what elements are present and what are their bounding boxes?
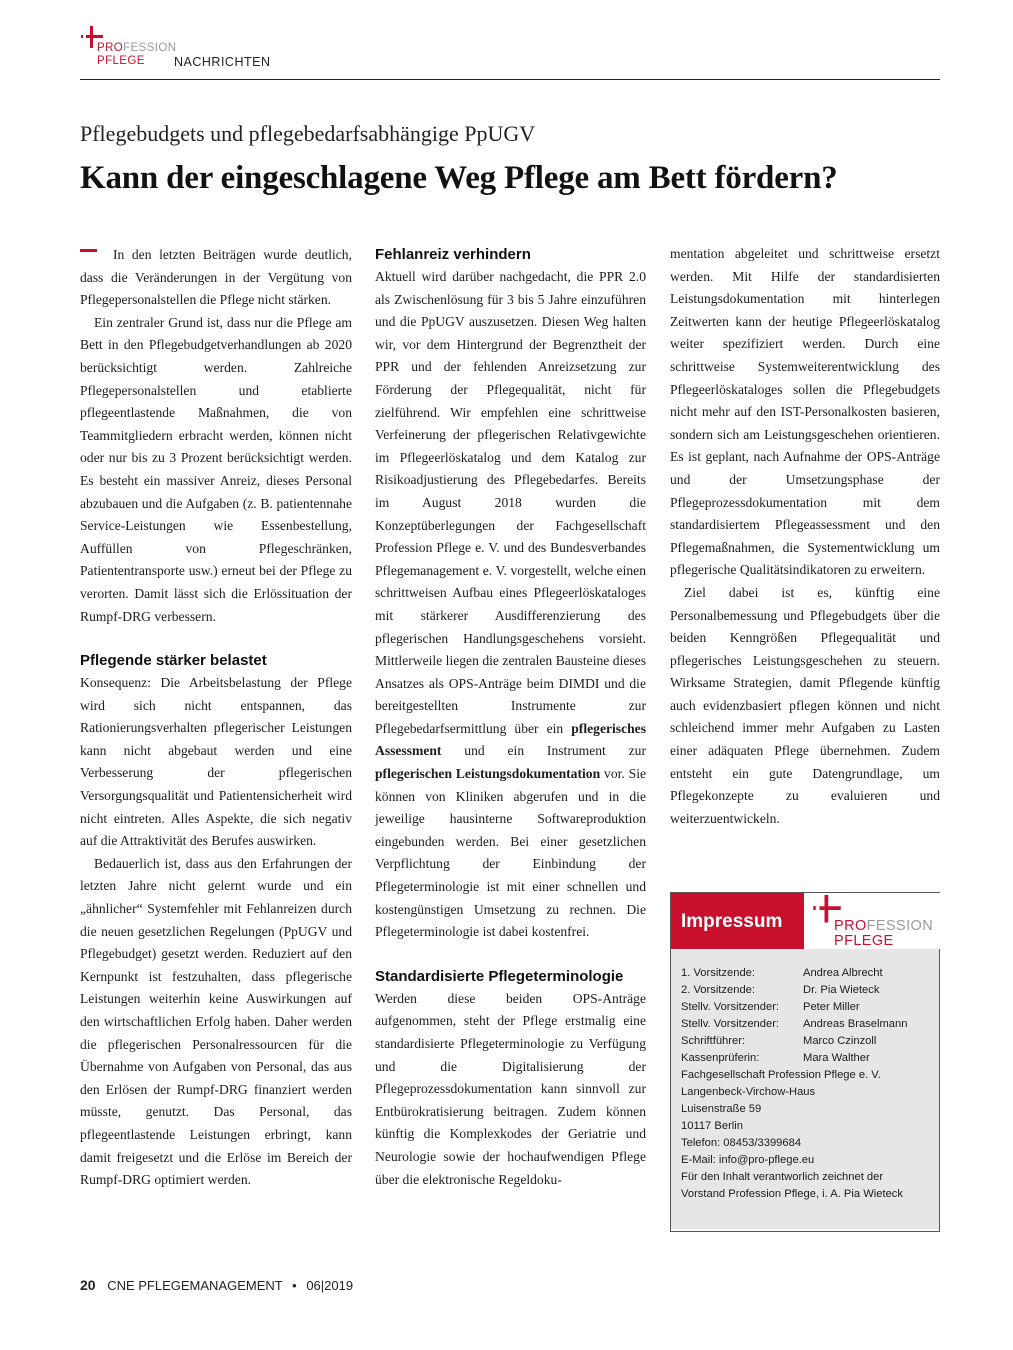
article-column-2	[375, 244, 646, 1191]
impressum-title-band	[671, 893, 804, 949]
impressum-person: Andrea Albrecht	[803, 967, 883, 979]
logo-pflege: PFLEGE	[834, 933, 894, 949]
paragraph	[375, 266, 646, 944]
impressum-row	[681, 965, 907, 982]
paragraph: Werden diese beiden OPS-Anträge aufgenommen, steht der Pflege erstmalig eine standardisierte Pflegeterminologie zu Verfügung und die Digitalisierung der Pflegeprozessdokumentation kann sinnvoll zur Entbürokratisierung beitragen. Zudem können künftig die Komplexkodes der Geriatrie und Neurologie sowie der hochaufwendigen Pflege über die elektronische Regeldoku-	[375, 990, 646, 1187]
logo-pflege: PFLEGE	[97, 55, 145, 67]
impressum-person: Mara Walther	[803, 1052, 870, 1064]
impressum-logo-wordmark	[834, 919, 933, 949]
paragraph: Bedauerlich ist, dass aus den Erfahrungen der letzten Jahre nicht gelernt wurde und ein „ähnlicher“ Systemfehler mit Fehlanreizen durch die neuen gesetzlichen Regelungen (PpUGV und Pflegebudget) gesetzt werden. Reduziert auf den Kernpunkt ist festzuhalten, dass pflegerische Leistungen weiterhin keine Auswirkungen auf den wirtschaftlichen Erfolg haben. Daher werden die pflegerischen Personalressourcen für die Übernahme von Aufgaben von Personal, das aus den Erlösen der Rumpf-DRG finanziert werden müsste, genutzt. Das Personal, das pflegeentlastende Leistungen erbringt, kann damit freigesetzt und die Erlöse im Bereich der Rumpf-DRG optimiert werden.	[80, 855, 352, 1188]
section-label: NACHRICHTEN	[174, 55, 271, 69]
impressum-row	[681, 1016, 907, 1033]
impressum-header	[671, 893, 941, 949]
impressum-note: Für den Inhalt verantworlich zeichnet der	[681, 1171, 884, 1183]
logo-pro: PRO	[97, 42, 124, 54]
impressum-row	[681, 1033, 907, 1050]
paragraph-text: und ein Instrument zur	[464, 743, 646, 759]
logo-wordmark	[97, 42, 176, 68]
subheading: Standardisierte Pflegeterminologie	[375, 967, 624, 985]
paragraph-text: In den letzten Beiträgen wurde deutlich, dass die Veränderungen in der Vergütung von Pflegepersonalstellen die Pflege nicht stärken.	[80, 247, 352, 308]
footer-separator: •	[292, 1278, 297, 1293]
impressum-title: Impressum	[681, 911, 783, 932]
issue-number: 06|2019	[306, 1278, 354, 1293]
impressum-role: 1. Vorsitzende:	[681, 967, 756, 979]
page-number: 20	[80, 1277, 96, 1293]
subheading: Pflegende stärker belastet	[80, 652, 267, 670]
header-logo	[80, 26, 177, 70]
impressum-person: Dr. Pia Wieteck	[803, 984, 880, 996]
article-kicker: Pflegebudgets und pflegebedarfsabhängige PpUGV	[80, 121, 536, 146]
subheading: Fehlanreiz verhindern	[375, 246, 531, 263]
article-column-1	[80, 244, 352, 1192]
logo-fession: FESSION	[123, 42, 177, 54]
paragraph: Ziel dabei ist es, künftig eine Personalbemessung und Pflegebudgets über die beiden Kenngrößen Pflegequalität und pflegerisches Leistungsgeschehen zu steuern. Wirksame Strategien, damit Pflegende künftig auch evidenzbasiert pflegen können und nicht schleichend immer mehr Aufgaben zu Lasten einer adäquaten Pflege übernehmen. Zudem entsteht ein gute Datengrundlage, um Pflegekonzepte zu evaluieren und weiterzuentwickeln.	[670, 584, 940, 826]
impressum-role: Kassenprüferin:	[681, 1052, 760, 1064]
impressum-street: Luisenstraße 59	[681, 1103, 762, 1115]
header-rule	[80, 79, 940, 80]
paragraph: mentation abgeleitet und schrittweise ersetzt werden. Mit Hilfe der standardisierten Leistungsdokumentation mit hinterlegen Zeitwerten kann der heutige Pflegeerlöskatalog weiter spezifiziert werden. Durch eine schrittweise Systemweiterentwicklung des Pflegeerlöskataloges sollen die Pflegebudgets nicht mehr auf den IST-Personalkosten basieren, sondern sich am Leistungsgeschehen orientieren. Es ist geplant, nach Aufnahme der OPS-Anträge und der Umsetzungsphase der Pflegeprozessdokumentation mit dem standardisiertem Pflegeassessment und den Pflegemaßnahmen, die Systementwicklung um pflegerische Qualitätsindikatoren zu erweitern.	[670, 246, 940, 578]
impressum-box	[670, 892, 940, 1232]
paragraph: Ein zentraler Grund ist, dass nur die Pflege am Bett in den Pflegebudgetverhandlungen ab 2020 berücksichtigt werden. Zahlreiche Pflegepersonalstellen und etablierte pflegeentlastende Maßnahmen, die von Teammitgliedern erbracht werden, können nicht oder nur bis zu 3 Prozent berücksichtigt werden. Es besteht ein massiver Anreiz, dieses Personal abzubauen und die Aufgaben (z. B. patientennahe Service-Leistungen wie Essenbestellung, Auffüllen von Pflegeschränken, Patiententransporte usw.) erneut bei der Pflege zu verorten. Damit lässt sich die Erlössituation der Rumpf-DRG verbessern.	[80, 314, 352, 624]
paragraph-text: vor. Sie können von Kliniken abgerufen und in die jeweilige hausinterne Softwareproduktion eingebunden werden. Bei einer gesetzlichen Verpflichtung der Einbindung der Pflegeterminologie ist mit einer schnellen und kostengünstigen Umsetzung zu rechnen. Die Pflegeterminologie ist dabei kostenfrei.	[375, 766, 647, 940]
impressum-org: Fachgesellschaft Profession Pflege e. V.	[681, 1069, 881, 1081]
impressum-email: E-Mail: info@pro-pflege.eu	[681, 1154, 815, 1166]
impressum-person: Peter Miller	[803, 1001, 860, 1013]
impressum-role: Stellv. Vorsitzender:	[681, 1001, 780, 1013]
paragraph: Konsequenz: Die Arbeitsbelastung der Pflege wird sich nicht entspannen, das Rationierungsverhalten pflegerischer Leistungen kann nicht abgebaut werden und eine Verbesserung der pflegerischen Versorgungsqualität und Patientensicherheit wird nicht eintreten. Alles Aspekte, die sich negativ auf die Attraktivität des Berufes auswirken.	[80, 675, 352, 849]
article-column-3	[670, 243, 940, 830]
article-headline: Kann der eingeschlagene Weg Pflege am Bett fördern?	[80, 160, 838, 196]
impressum-city: 10117 Berlin	[681, 1120, 743, 1132]
impressum-role: Stellv. Vorsitzender:	[681, 1018, 780, 1030]
impressum-logo	[804, 893, 940, 949]
impressum-row	[681, 999, 907, 1016]
publication-name: CNE PFLEGEMANAGEMENT	[107, 1278, 283, 1293]
impressum-note: Vorstand Profession Pflege, i. A. Pia Wieteck	[681, 1188, 903, 1200]
impressum-address: Langenbeck-Virchow-Haus	[681, 1086, 816, 1098]
red-dash-icon	[80, 249, 97, 252]
impressum-row	[681, 982, 907, 999]
impressum-row	[681, 1050, 907, 1067]
bold-term: pflegerischen Leistungsdokumentation	[375, 766, 601, 782]
impressum-person: Marco Czinzoll	[803, 1035, 877, 1047]
impressum-content	[681, 965, 907, 1203]
impressum-role: Schriftführer:	[681, 1035, 746, 1047]
logo-pro: PRO	[834, 918, 867, 934]
impressum-role: 2. Vorsitzende:	[681, 984, 756, 996]
logo-fession: FESSION	[866, 918, 934, 934]
paragraph	[80, 244, 352, 312]
impressum-phone: Telefon: 08453/3399684	[681, 1137, 802, 1149]
impressum-person: Andreas Braselmann	[803, 1018, 908, 1030]
page-footer	[80, 1277, 353, 1293]
impressum-body	[671, 949, 939, 1229]
bold-term: pflegerisches Assessment	[375, 720, 646, 759]
paragraph-text: Aktuell wird darüber nachgedacht, die PPR 2.0 als Zwischenlösung für 3 bis 5 Jahre einzuführen und die PpUGV auszusetzen. Diesen Weg halten wir, vor dem Hintergrund der Begrenztheit der PPR und der fehlenden Anreizsetzung zur Förderung der Pflegequalität, nicht für zielführend. Wir empfehlen eine schrittweise Verfeinerung der pflegerischen Relativgewichte im Pflegeerlöskatalog und dem Katalog zur Risikoadjustierung des Pflegebedarfes. Bereits im August 2018 wurden die Konzeptüberlegungen der Fachgesellschaft Profession Pflege e. V. und des Bundesverbandes Pflegemanagement e. V. vorgestellt, welche einen schrittweisen Aufbau eines Pflegeerlöskataloges mit stärkerer Ausdifferenzierung des pflegerischen Handlungsgeschehens vorsieht. Mittlerweile liegen die zentralen Bausteine dieses Ansatzes als OPS-Anträge beim DIMDI und die bereitgestellten Instrumente zur Pflegebedarfsermittlung über ein	[375, 269, 646, 736]
